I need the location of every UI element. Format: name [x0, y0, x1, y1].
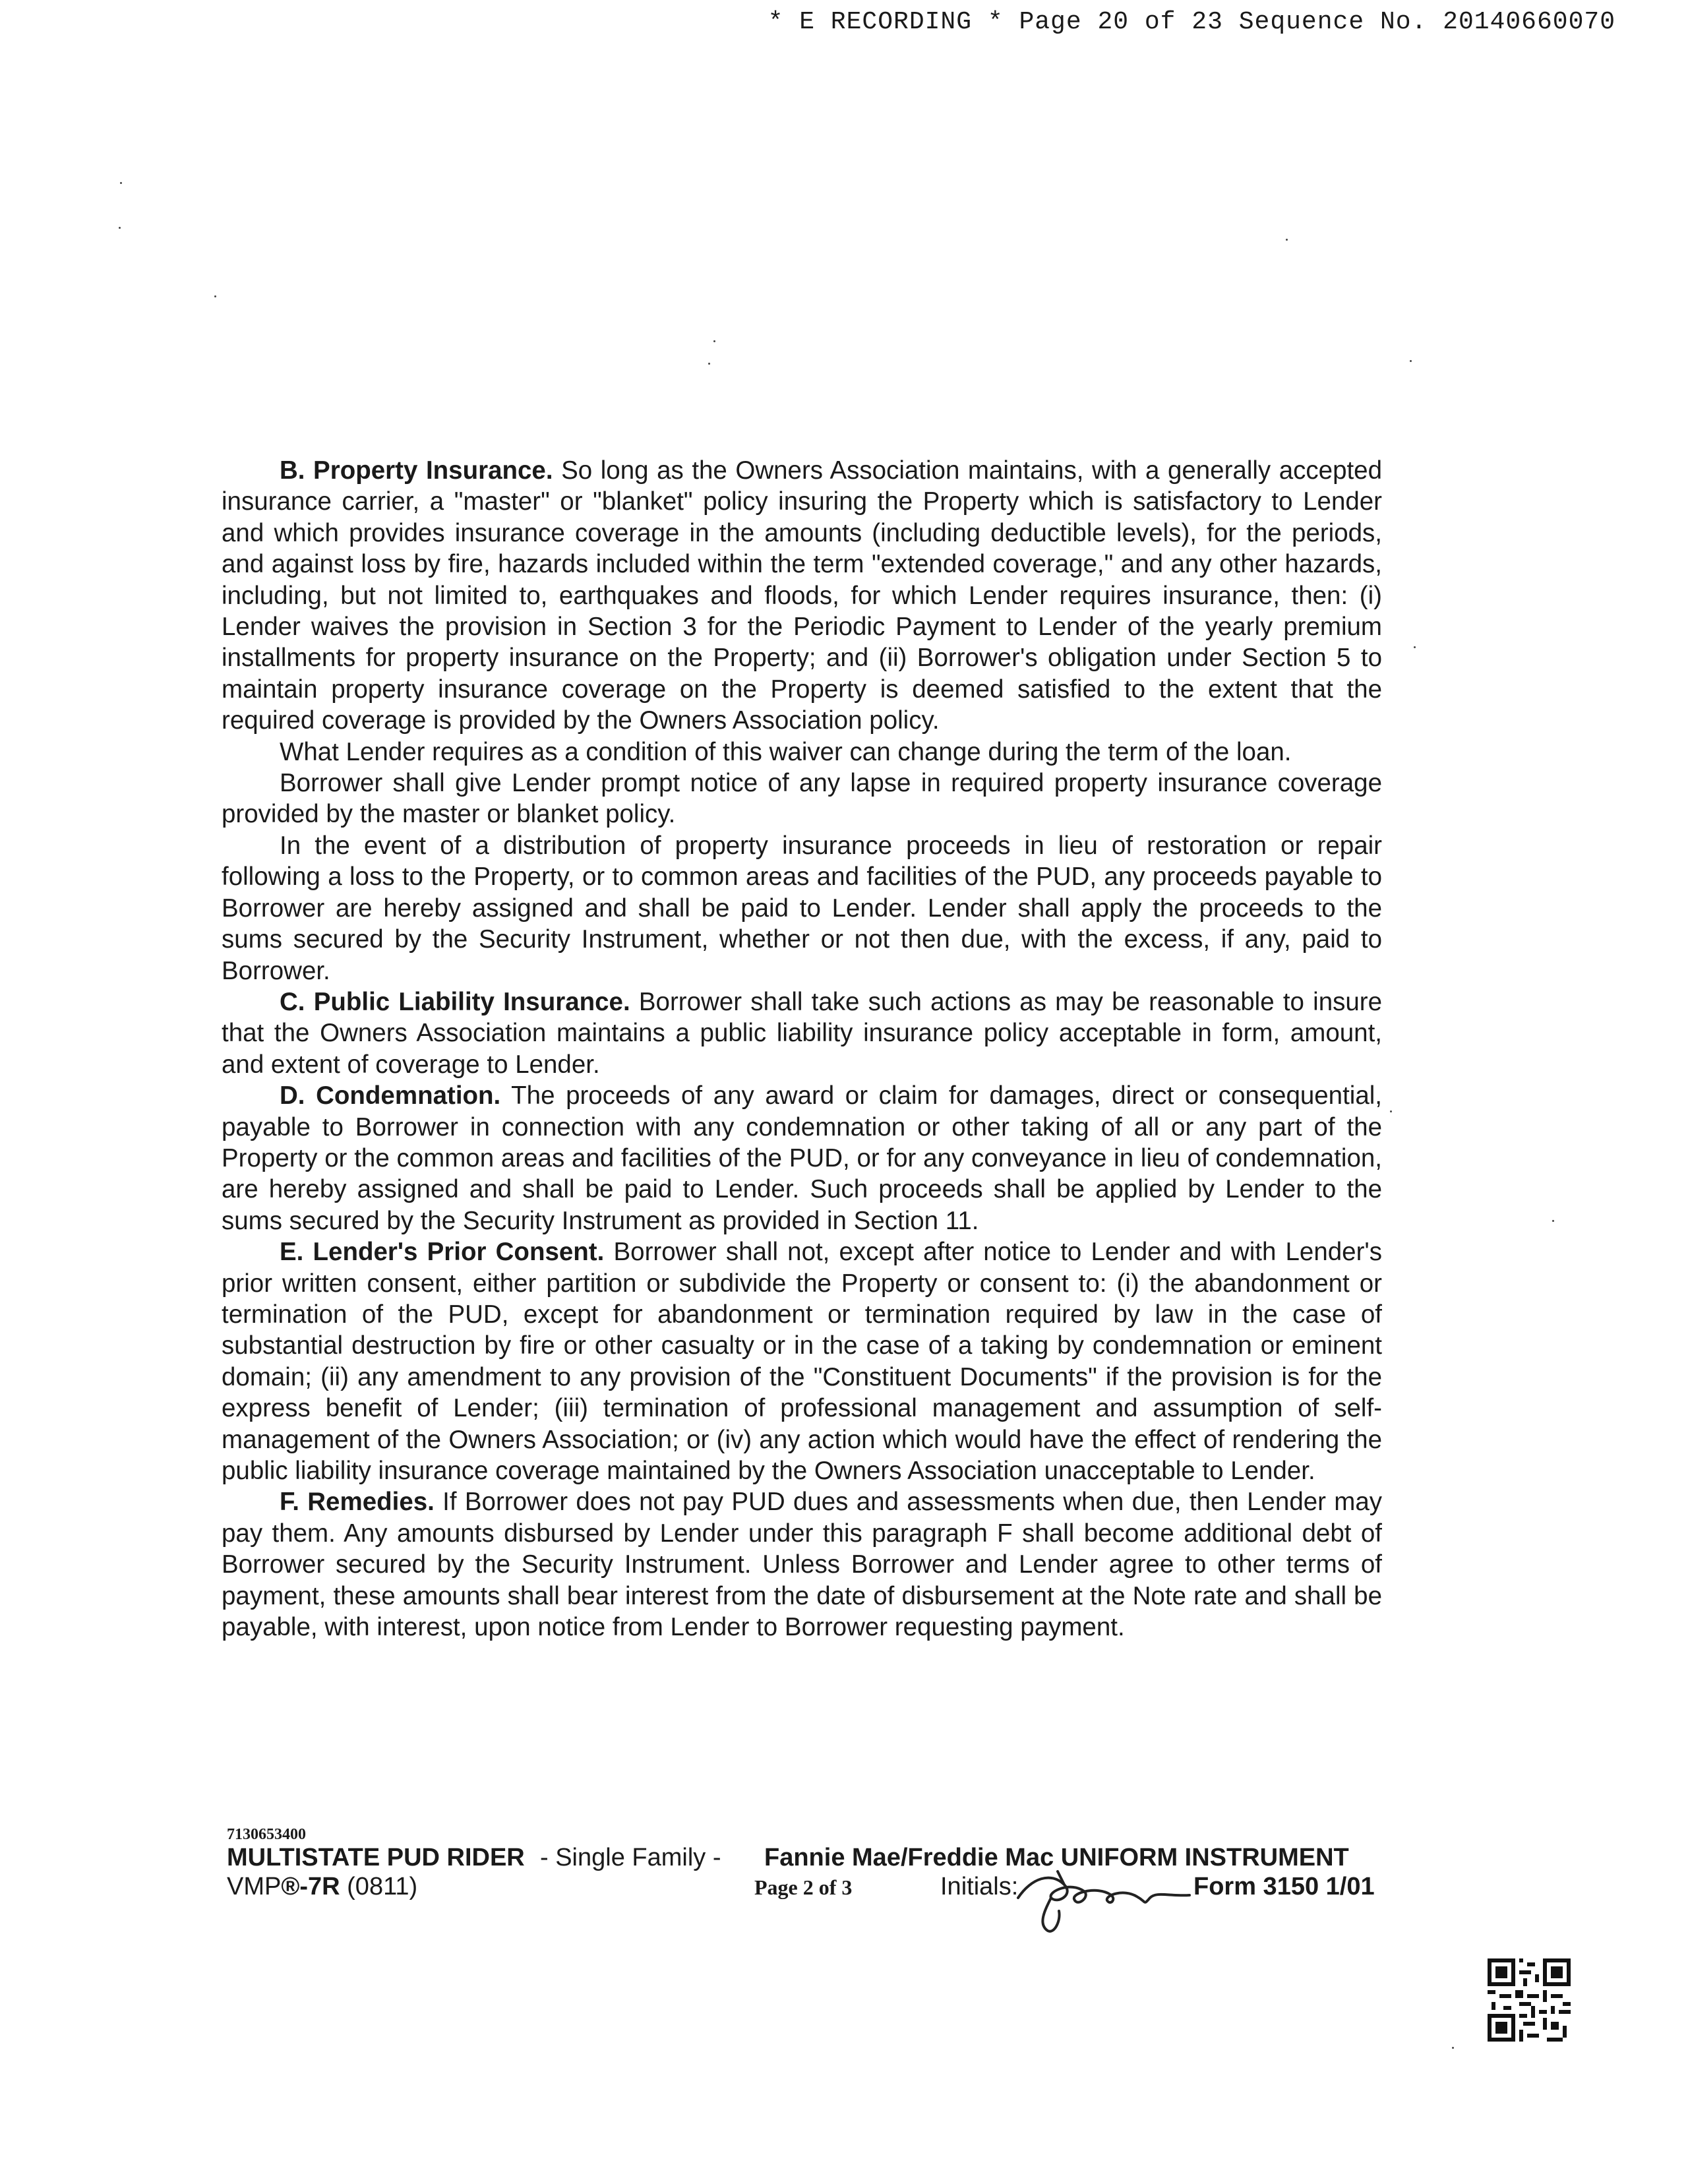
- rider-body: [222, 455, 1382, 1643]
- paragraph-text: So long as the Owners Association maintains, with a generally accepted insurance carrier, a "master" or "blanket" policy insuring the Property which is satisfactory to Lender and which provides insurance coverage in the amounts (including deductible levels), for the periods, and against loss by fire, hazards included within the term "extended coverage," and any other hazards, including, but not limited to, earthquakes and floods, for which Lender requires insurance, then: (i) Lender waives the provision in Section 3 for the Periodic Payment to Lender of the yearly premium installments for property insurance on the Property; and (ii) Borrower's obligation under Section 5 to maintain property insurance coverage on the Property is deemed satisfied to the extent that the required coverage is provided by the Owners Association policy.: [222, 456, 1383, 735]
- scan-speck: [713, 340, 715, 342]
- scan-speck: [120, 182, 122, 184]
- paragraph-prior-consent: [222, 1236, 1382, 1486]
- form-footer: [227, 1825, 1387, 1902]
- paragraph-remedies: [222, 1486, 1382, 1643]
- vmp-prefix: VMP: [227, 1873, 282, 1900]
- heading-condemnation: D. Condemnation.: [280, 1081, 501, 1110]
- paragraph-text: If Borrower does not pay PUD dues and assessments when due, then Lender may pay them. Any amounts disbursed by Lender under this paragraph F shall become additional debt of Borrower secured by the Security Instrument. Unless Borrower and Lender agree to other terms of payment, these amounts shall bear interest from the date of disbursement at the Note rate and shall be payable, with interest, upon notice from Lender to Borrower requesting payment.: [222, 1488, 1382, 1642]
- paragraph-text: In the event of a distribution of property insurance proceeds in lieu of restoration or repair following a loss to the Property, or to common areas and facilities of the PUD, any proceeds payable to Borrower are hereby assigned and shall be paid to Lender. Lender shall apply the proceeds to the sums secured by the Security Instrument, whether or not then due, with the excess, if any, paid to Borrower.: [222, 831, 1382, 985]
- scan-speck: [1286, 239, 1288, 241]
- footer-line-1: [227, 1844, 1387, 1873]
- vmp-code: [227, 1873, 417, 1901]
- scan-speck: [1390, 1110, 1392, 1112]
- paragraph-property-insurance: [222, 455, 1382, 737]
- vmp-suffix: ®-7R: [281, 1873, 340, 1900]
- form-subtitle: - Single Family -: [540, 1844, 721, 1871]
- heading-remedies: F. Remedies.: [280, 1488, 435, 1517]
- initials-label: Initials:: [940, 1873, 1019, 1900]
- footer-line-2: [227, 1873, 1387, 1902]
- paragraph-condemnation: [222, 1080, 1382, 1236]
- scan-speck: [1552, 1220, 1554, 1222]
- paragraph-text: Borrower shall not, except after notice to Lender and with Lender's prior written consent, either partition or subdivide the Property or consent to: (i) the abandonment or termination of the PUD, except for abandonment or termination required by law in the case of substantial destruction by fire or other casualty or in the case of a taking by condemnation or eminent domain; (ii) any amendment to any provision of the "Constituent Documents" if the provision is for the express benefit of Lender; (iii) termination of professional management and assumption of self-management of the Owners Association; or (iv) any action which would have the effect of rendering the public liability insurance coverage maintained by the Owners Association unacceptable to Lender.: [222, 1238, 1382, 1485]
- paragraph-public-liability: [222, 986, 1382, 1080]
- paragraph-text: Borrower shall take such actions as may be reasonable to insure that the Owners Association maintains a public liability insurance policy acceptable in form, amount, and extent of coverage to Lender.: [222, 987, 1383, 1079]
- form-title: MULTISTATE PUD RIDER: [227, 1844, 525, 1871]
- initials-signature: [1011, 1858, 1196, 1937]
- scan-speck: [214, 295, 216, 297]
- page-number: Page 2 of 3: [754, 1875, 853, 1899]
- heading-prior-consent: E. Lender's Prior Consent.: [280, 1238, 605, 1267]
- scan-speck: [1410, 360, 1412, 362]
- paragraph-text: What Lender requires as a condition of this waiver can change during the term of the loan.: [280, 737, 1292, 766]
- paragraph-waiver-condition: [222, 737, 1382, 768]
- qr-code-icon: [1488, 1958, 1571, 2042]
- paragraph-text: Borrower shall give Lender prompt notice of any lapse in required property insurance coverage provided by the master or blanket policy.: [222, 769, 1382, 829]
- loan-number: 7130653400: [227, 1826, 306, 1843]
- scan-speck: [708, 363, 710, 365]
- heading-public-liability: C. Public Liability Insurance.: [280, 987, 630, 1016]
- uniform-instrument-label: Fannie Mae/Freddie Mac UNIFORM INSTRUMENT: [764, 1844, 1349, 1871]
- scan-speck: [1414, 646, 1416, 648]
- heading-property-insurance: B. Property Insurance.: [280, 456, 553, 485]
- form-number: Form 3150 1/01: [1193, 1873, 1375, 1900]
- vmp-version: (0811): [340, 1873, 418, 1900]
- paragraph-proceeds-distribution: [222, 830, 1382, 986]
- recording-header: * E RECORDING * Page 20 of 23 Sequence No. 20140660070: [768, 8, 1615, 36]
- paragraph-lapse-notice: [222, 768, 1382, 830]
- scan-speck: [119, 227, 121, 229]
- scan-speck: [1452, 2047, 1454, 2049]
- paragraph-text: The proceeds of any award or claim for damages, direct or consequential, payable to Borrower in connection with any condemnation or other taking of all or any part of the Property or the common areas and facilities of the PUD, or for any conveyance in lieu of condemnation, are hereby assigned and shall be paid to Lender. Such proceeds shall be applied by Lender to the sums secured by the Security Instrument as provided in Section 11.: [222, 1081, 1382, 1235]
